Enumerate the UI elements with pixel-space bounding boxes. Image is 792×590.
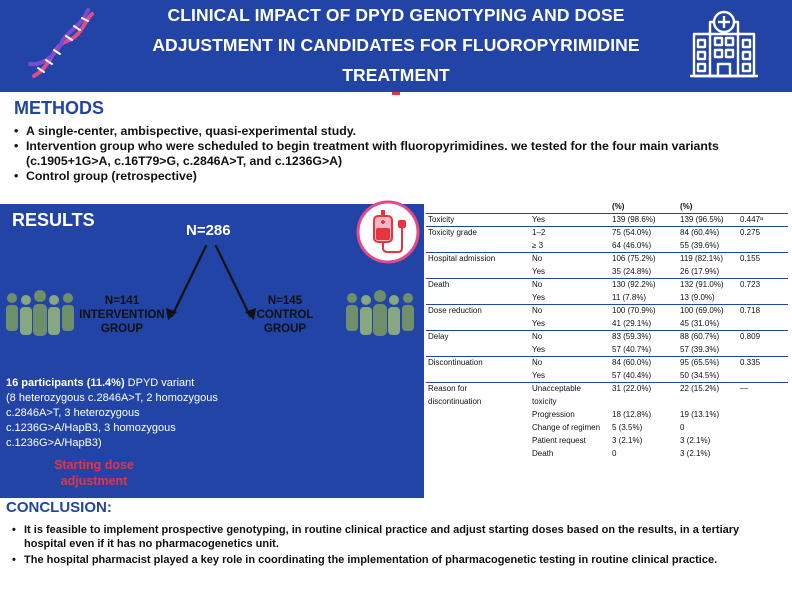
cell-outcome: Death bbox=[426, 278, 530, 291]
cell-control: 95 (65.5%) bbox=[678, 356, 738, 369]
cell-p-value: 0.335 bbox=[738, 356, 788, 369]
cell-outcome bbox=[426, 408, 530, 421]
header-outcome bbox=[426, 200, 530, 213]
cell-outcome bbox=[426, 369, 530, 382]
poster-title-line1: CLINICAL IMPACT OF DPYD GENOTYPING AND DOSE bbox=[167, 5, 625, 25]
table-row bbox=[426, 252, 788, 265]
intervention-label-line1: INTERVENTION bbox=[79, 309, 165, 321]
cell-control: 132 (91.0%) bbox=[678, 278, 738, 291]
cell-intervention: 84 (60.0%) bbox=[610, 356, 678, 369]
table-row bbox=[426, 356, 788, 369]
cell-level: No bbox=[530, 356, 610, 369]
cell-level: No bbox=[530, 252, 610, 265]
table-row bbox=[426, 291, 788, 304]
cell-control: 3 (2.1%) bbox=[680, 436, 711, 445]
cell-intervention: 5 (3.5%) bbox=[612, 423, 643, 432]
cell-outcome: Reason for bbox=[426, 382, 530, 395]
cell-level: ≥ 3 bbox=[532, 240, 544, 250]
cell-level: Yes bbox=[532, 292, 546, 302]
cell-intervention: 0 bbox=[612, 449, 617, 458]
outcomes-table-container bbox=[426, 200, 792, 460]
cell-control: 0 bbox=[680, 423, 685, 432]
header-intervention-pct: (%) bbox=[612, 201, 625, 211]
cell-level: Change of regimen bbox=[532, 423, 601, 432]
iv-bag-icon bbox=[356, 200, 420, 264]
cell-intervention: 139 (98.6%) bbox=[610, 213, 678, 226]
cell-control: 55 (39.6%) bbox=[680, 240, 720, 250]
cell-p-value: 0.718 bbox=[738, 304, 788, 317]
conclusion-item-pharmacist: • The hospital pharmacist played a key role in coordinating the implementation of pharmacogenetic testing in routine clinical practice. bbox=[8, 553, 784, 567]
cell-intervention: 3 (2.1%) bbox=[612, 436, 643, 445]
cell-p-value bbox=[738, 291, 788, 304]
cell-control: 45 (31.0%) bbox=[680, 318, 720, 328]
cell-control: 50 (34.5%) bbox=[680, 370, 720, 380]
dpyd-variant-summary bbox=[6, 376, 266, 451]
total-sample-size: N=286 bbox=[186, 222, 231, 239]
cell-outcome bbox=[426, 343, 530, 356]
cell-level: Yes bbox=[532, 318, 546, 328]
methods-list bbox=[12, 124, 782, 184]
table-row bbox=[426, 395, 788, 408]
cell-intervention: 11 (7.8%) bbox=[612, 292, 647, 302]
cell-intervention: 35 (24.8%) bbox=[612, 266, 652, 276]
poster-title bbox=[110, 0, 682, 90]
methods-item-design: • A single-center, ambispective, quasi-experimental study. bbox=[12, 124, 782, 139]
cell-p-value: 0.275 bbox=[738, 226, 788, 239]
starting-line2: adjustment bbox=[60, 474, 128, 488]
cell-control: 13 (9.0%) bbox=[680, 292, 715, 302]
cell-p-value: 0.447ᵃ bbox=[738, 213, 788, 226]
cell-p-value: 0.155 bbox=[738, 252, 788, 265]
cell-level: No bbox=[530, 330, 610, 343]
table-row bbox=[426, 304, 788, 317]
dna-icon bbox=[22, 6, 102, 86]
cell-control: 84 (60.4%) bbox=[678, 226, 738, 239]
cell-outcome: discontinuation bbox=[428, 397, 482, 406]
header-control-pct: (%) bbox=[680, 201, 693, 211]
cell-control bbox=[678, 395, 738, 408]
cell-p-value bbox=[738, 369, 788, 382]
control-n: N=145 bbox=[267, 295, 303, 307]
conclusion-heading: CONCLUSION: bbox=[6, 499, 112, 516]
cell-level: Progression bbox=[532, 410, 575, 419]
variant-line-2: c.2846A>T, 3 heterozygous bbox=[6, 407, 140, 419]
table-row bbox=[426, 213, 788, 226]
cell-outcome bbox=[426, 291, 530, 304]
table-row bbox=[426, 421, 788, 434]
cell-level: 1–2 bbox=[530, 226, 610, 239]
cell-outcome: Hospital admission bbox=[426, 252, 530, 265]
cell-outcome bbox=[426, 239, 530, 252]
control-label-line1: CONTROL bbox=[256, 309, 314, 321]
intervention-n: N=141 bbox=[104, 295, 140, 307]
outcomes-table bbox=[426, 200, 788, 460]
cell-outcome bbox=[426, 434, 530, 447]
cell-p-value bbox=[738, 265, 788, 278]
participants-variant: DPYD variant bbox=[124, 377, 195, 389]
cell-control: 19 (13.1%) bbox=[680, 410, 720, 419]
cell-outcome: Toxicity bbox=[426, 213, 530, 226]
cell-outcome: Discontinuation bbox=[426, 356, 530, 369]
table-body bbox=[426, 213, 788, 460]
control-people-icon bbox=[342, 288, 418, 340]
poster-title-line2: ADJUSTMENT IN CANDIDATES FOR FLUOROPYRIMIDINE bbox=[152, 35, 640, 55]
table-row bbox=[426, 434, 788, 447]
cell-intervention: 64 (46.0%) bbox=[612, 240, 652, 250]
cell-p-value bbox=[738, 434, 788, 447]
variant-line-4: c.1236G>A/HapB3) bbox=[6, 437, 102, 449]
table-row bbox=[426, 408, 788, 421]
variant-line-1: (8 heterozygous c.2846A>T, 2 homozygous bbox=[6, 392, 218, 404]
cell-control: 119 (82.1%) bbox=[678, 252, 738, 265]
cell-outcome bbox=[426, 317, 530, 330]
cell-control: 139 (96.5%) bbox=[678, 213, 738, 226]
table-row bbox=[426, 369, 788, 382]
cell-outcome: Dose reduction bbox=[426, 304, 530, 317]
cell-level: No bbox=[530, 304, 610, 317]
cell-p-value bbox=[738, 317, 788, 330]
table-row bbox=[426, 239, 788, 252]
cell-outcome bbox=[426, 421, 530, 434]
cell-control: 26 (17.9%) bbox=[680, 266, 720, 276]
cell-level: No bbox=[530, 278, 610, 291]
table-row bbox=[426, 330, 788, 343]
cell-intervention: 100 (70.9%) bbox=[610, 304, 678, 317]
intervention-group-label bbox=[64, 294, 180, 336]
cell-intervention: 83 (59.3%) bbox=[610, 330, 678, 343]
cell-level: Patient request bbox=[532, 436, 586, 445]
cell-level: Yes bbox=[532, 370, 546, 380]
cell-level: Yes bbox=[532, 344, 546, 354]
variant-line-3: c.1236G>A/HapB3, 3 homozygous bbox=[6, 422, 176, 434]
cell-p-value: 0.809 bbox=[738, 330, 788, 343]
cell-outcome: Delay bbox=[426, 330, 530, 343]
starting-line1: Starting dose bbox=[54, 458, 134, 472]
header-accent-mark bbox=[392, 92, 400, 95]
cell-level: Unacceptable bbox=[530, 382, 610, 395]
cell-level: toxicity bbox=[532, 397, 557, 406]
cell-p-value bbox=[738, 239, 788, 252]
cell-intervention: 130 (92.2%) bbox=[610, 278, 678, 291]
table-row bbox=[426, 343, 788, 356]
conclusion-item-feasibility: • It is feasible to implement prospective genotyping, in routine clinical practice and adjust starting doses based on the results, in a tertiary hospital even if it has no pharmacogenetics unit. bbox=[8, 523, 784, 551]
cell-control: 57 (39.3%) bbox=[680, 344, 720, 354]
table-row bbox=[426, 317, 788, 330]
cell-intervention: 57 (40.4%) bbox=[612, 370, 652, 380]
cell-p-value bbox=[738, 447, 788, 460]
table-row bbox=[426, 226, 788, 239]
cell-level: Yes bbox=[530, 213, 610, 226]
cell-intervention: 31 (22.0%) bbox=[610, 382, 678, 395]
conclusion-list bbox=[8, 523, 784, 569]
cell-p-value bbox=[738, 421, 788, 434]
starting-dose-adjustment bbox=[34, 457, 154, 489]
table-row bbox=[426, 382, 788, 395]
intervention-label-line2: GROUP bbox=[100, 323, 144, 335]
cell-outcome: Toxicity grade bbox=[426, 226, 530, 239]
cell-p-value bbox=[738, 408, 788, 421]
cell-intervention: 18 (12.8%) bbox=[612, 410, 652, 419]
cell-outcome bbox=[426, 447, 530, 460]
cell-control: 88 (60.7%) bbox=[678, 330, 738, 343]
cell-intervention: 57 (40.7%) bbox=[612, 344, 652, 354]
header-p bbox=[738, 200, 788, 213]
poster-title-line3: TREATMENT bbox=[342, 65, 450, 85]
cell-intervention bbox=[610, 395, 678, 408]
cell-control: 100 (69.0%) bbox=[678, 304, 738, 317]
cell-outcome bbox=[426, 265, 530, 278]
cell-intervention: 41 (29.1%) bbox=[612, 318, 652, 328]
header-level bbox=[530, 200, 610, 213]
header-banner bbox=[0, 0, 792, 92]
cell-intervention: 106 (75.2%) bbox=[610, 252, 678, 265]
table-row bbox=[426, 265, 788, 278]
cell-level: Yes bbox=[532, 266, 546, 276]
table-row bbox=[426, 278, 788, 291]
control-label-line2: GROUP bbox=[263, 323, 307, 335]
table-row bbox=[426, 447, 788, 460]
cell-p-value: 0.723 bbox=[738, 278, 788, 291]
participants-count: 16 participants (11.4%) bbox=[6, 377, 125, 389]
cell-control: 3 (2.1%) bbox=[680, 449, 711, 458]
methods-item-control: • Control group (retrospective) bbox=[12, 169, 782, 184]
cell-control: 22 (15.2%) bbox=[678, 382, 738, 395]
cell-p-value bbox=[738, 395, 788, 408]
control-group-label bbox=[240, 294, 330, 336]
table-header-row bbox=[426, 200, 788, 213]
methods-item-intervention: • Intervention group who were scheduled to begin treatment with fluoropyrimidines. we tested for the four main variants (c.1905+1G>A, c.16T79>G, c.2846A>T, and c.1236G>A) bbox=[12, 139, 782, 169]
cell-level: Death bbox=[532, 449, 554, 458]
hospital-icon bbox=[688, 8, 760, 80]
results-heading: RESULTS bbox=[12, 210, 95, 230]
cell-p-value bbox=[738, 343, 788, 356]
cell-intervention: 75 (54.0%) bbox=[610, 226, 678, 239]
cell-p-value: — bbox=[738, 382, 788, 395]
methods-heading: METHODS bbox=[14, 98, 104, 118]
